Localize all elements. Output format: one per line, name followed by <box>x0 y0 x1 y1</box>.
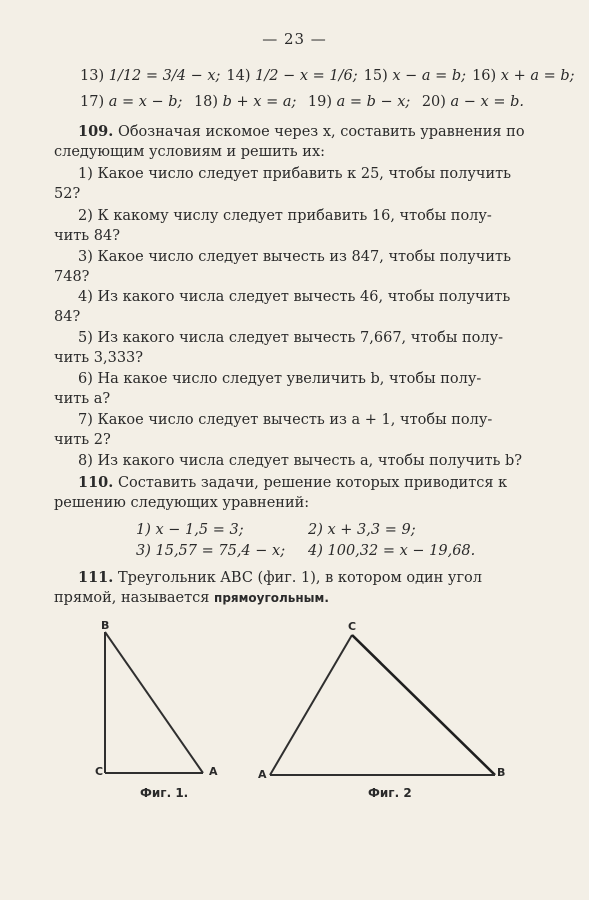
question-1-cont: 52? <box>54 186 81 202</box>
figure-2-caption: Фиг. 2 <box>368 786 412 800</box>
question-6: 6) На какое число следует увеличить b, чтобы полу- <box>78 371 482 387</box>
equation-15: 15) x − a = b; <box>363 68 467 84</box>
question-7-cont: чить 2? <box>54 432 111 448</box>
problem-text: Составить задачи, решение которых приводится к <box>117 475 508 491</box>
equation-18: 18) b + x = a; <box>193 94 297 110</box>
page-number: — 23 — <box>262 30 327 48</box>
question-5-cont: чить 3,333? <box>54 350 144 366</box>
equation-20: 20) a − x = b. <box>421 94 524 110</box>
equation-110-2: 2) x + 3,3 = 9; <box>308 522 416 538</box>
equation-17: 17) a = x − b; <box>80 94 183 110</box>
problem-number: 110. <box>78 474 114 491</box>
question-2-cont: чить 84? <box>54 228 121 244</box>
question-3: 3) Какое число следует вычесть из 847, чтобы получить <box>78 249 511 265</box>
figure-2-triangle <box>260 625 510 785</box>
question-4: 4) Из какого числа следует вычесть 46, чтобы получить <box>78 289 511 305</box>
vertex-label-b: B <box>101 619 110 632</box>
equation-14: 14) 1/2 − x = 1/6; <box>226 68 358 84</box>
equation-16: 16) x + a = b; <box>472 68 575 84</box>
problem-text: Обозначая искомое через x, составить уравнения по <box>117 124 525 140</box>
vertex-label-a: A <box>258 768 267 781</box>
problem-111-heading <box>78 568 482 588</box>
question-3-cont: 748? <box>54 269 90 285</box>
figure-1-right-triangle <box>90 615 230 790</box>
problem-text: Треугольник ABC (фиг. 1), в котором один угол <box>117 570 483 586</box>
vertex-label-a: A <box>209 765 218 778</box>
question-6-cont: чить a? <box>54 391 111 407</box>
problem-110-heading <box>78 473 507 493</box>
question-2: 2) К какому числу следует прибавить 16, чтобы полу- <box>78 208 492 224</box>
triangle-side-cb <box>352 635 495 775</box>
problem-109-heading <box>78 122 525 142</box>
equation-110-1: 1) x − 1,5 = 3; <box>136 522 244 538</box>
problem-111-text-cont: прямой, называется прямоугольным. <box>54 590 329 606</box>
equation-110-3: 3) 15,57 = 75,4 − x; <box>136 543 286 559</box>
problem-number: 109. <box>78 123 114 140</box>
term-right-triangle: прямоугольным. <box>214 591 329 605</box>
equation-19: 19) a = b − x; <box>307 94 411 110</box>
vertex-label-c: C <box>95 765 104 778</box>
problem-number: 111. <box>78 569 114 586</box>
question-4-cont: 84? <box>54 309 81 325</box>
equations-row-2 <box>80 92 530 112</box>
equation-110-4: 4) 100,32 = x − 19,68. <box>308 543 476 559</box>
problem-110-text-cont: решению следующих уравнений: <box>54 495 310 511</box>
triangle-side-ab <box>105 632 203 773</box>
problem-109-text-cont: следующим условиям и решить их: <box>54 144 326 160</box>
question-7: 7) Какое число следует вычесть из a + 1, чтобы полу- <box>78 412 493 428</box>
equations-row-1 <box>80 66 575 86</box>
question-1: 1) Какое число следует прибавить к 25, чтобы получить <box>78 166 512 182</box>
vertex-label-b: B <box>497 766 506 779</box>
triangle-side-ac <box>270 635 352 775</box>
vertex-label-c: C <box>348 620 357 633</box>
equation-13: 13) 1/12 = 3/4 − x; <box>80 68 221 84</box>
question-8: 8) Из какого числа следует вычесть a, чтобы получить b? <box>78 453 523 469</box>
question-5: 5) Из какого числа следует вычесть 7,667, чтобы полу- <box>78 330 504 346</box>
figure-1-caption: Фиг. 1. <box>140 786 189 800</box>
